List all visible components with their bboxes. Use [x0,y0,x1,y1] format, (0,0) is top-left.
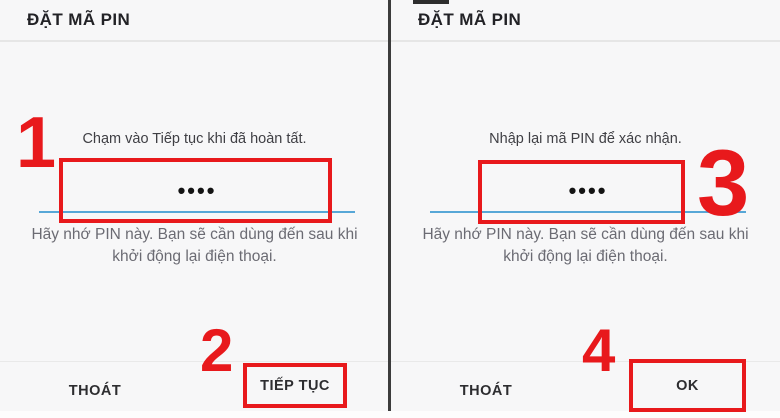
continue-button[interactable]: TIẾP TỤC [260,377,330,394]
bottom-edge-strip [0,411,780,418]
pin-masked-value: •••• [568,177,608,203]
panel-confirm-pin [391,0,780,418]
cropped-screenshot-artifact [413,0,449,4]
titlebar [391,0,780,42]
button-bar-divider [0,361,389,362]
pin-hint-line2: khởi động lại điện thoại. [112,248,277,265]
annotation-step-1: 1 [16,103,57,183]
annotation-box-pin-field [478,160,685,224]
annotation-box-continue-button [243,363,347,408]
page-title: ĐẶT MÃ PIN [418,10,522,29]
pin-hint-line2: khởi động lại điện thoại. [503,248,668,265]
titlebar [0,0,389,42]
exit-button[interactable]: THOÁT [55,378,135,404]
annotation-step-4: 4 [582,317,616,384]
pin-hint-line1: Hãy nhớ PIN này. Bạn sẽ cần dùng đến sau khi [31,226,358,243]
exit-button[interactable]: THOÁT [446,378,526,404]
pin-hint-line1: Hãy nhớ PIN này. Bạn sẽ cần dùng đến sau khi [422,226,749,243]
annotation-step-3: 3 [697,130,750,235]
instruction-text: Chạm vào Tiếp tục khi đã hoàn tất. [82,131,307,147]
pin-hint-text [0,224,389,268]
annotation-box-pin-field [59,158,332,223]
panel-set-pin [0,0,389,418]
pin-masked-value: •••• [177,177,217,203]
panel-divider [388,0,391,411]
page-title: ĐẶT MÃ PIN [27,10,131,29]
annotation-step-2: 2 [200,317,234,384]
instruction-text: Nhập lại mã PIN để xác nhận. [489,131,682,147]
ok-button[interactable]: OK [676,377,699,394]
annotation-box-ok-button [629,359,746,412]
